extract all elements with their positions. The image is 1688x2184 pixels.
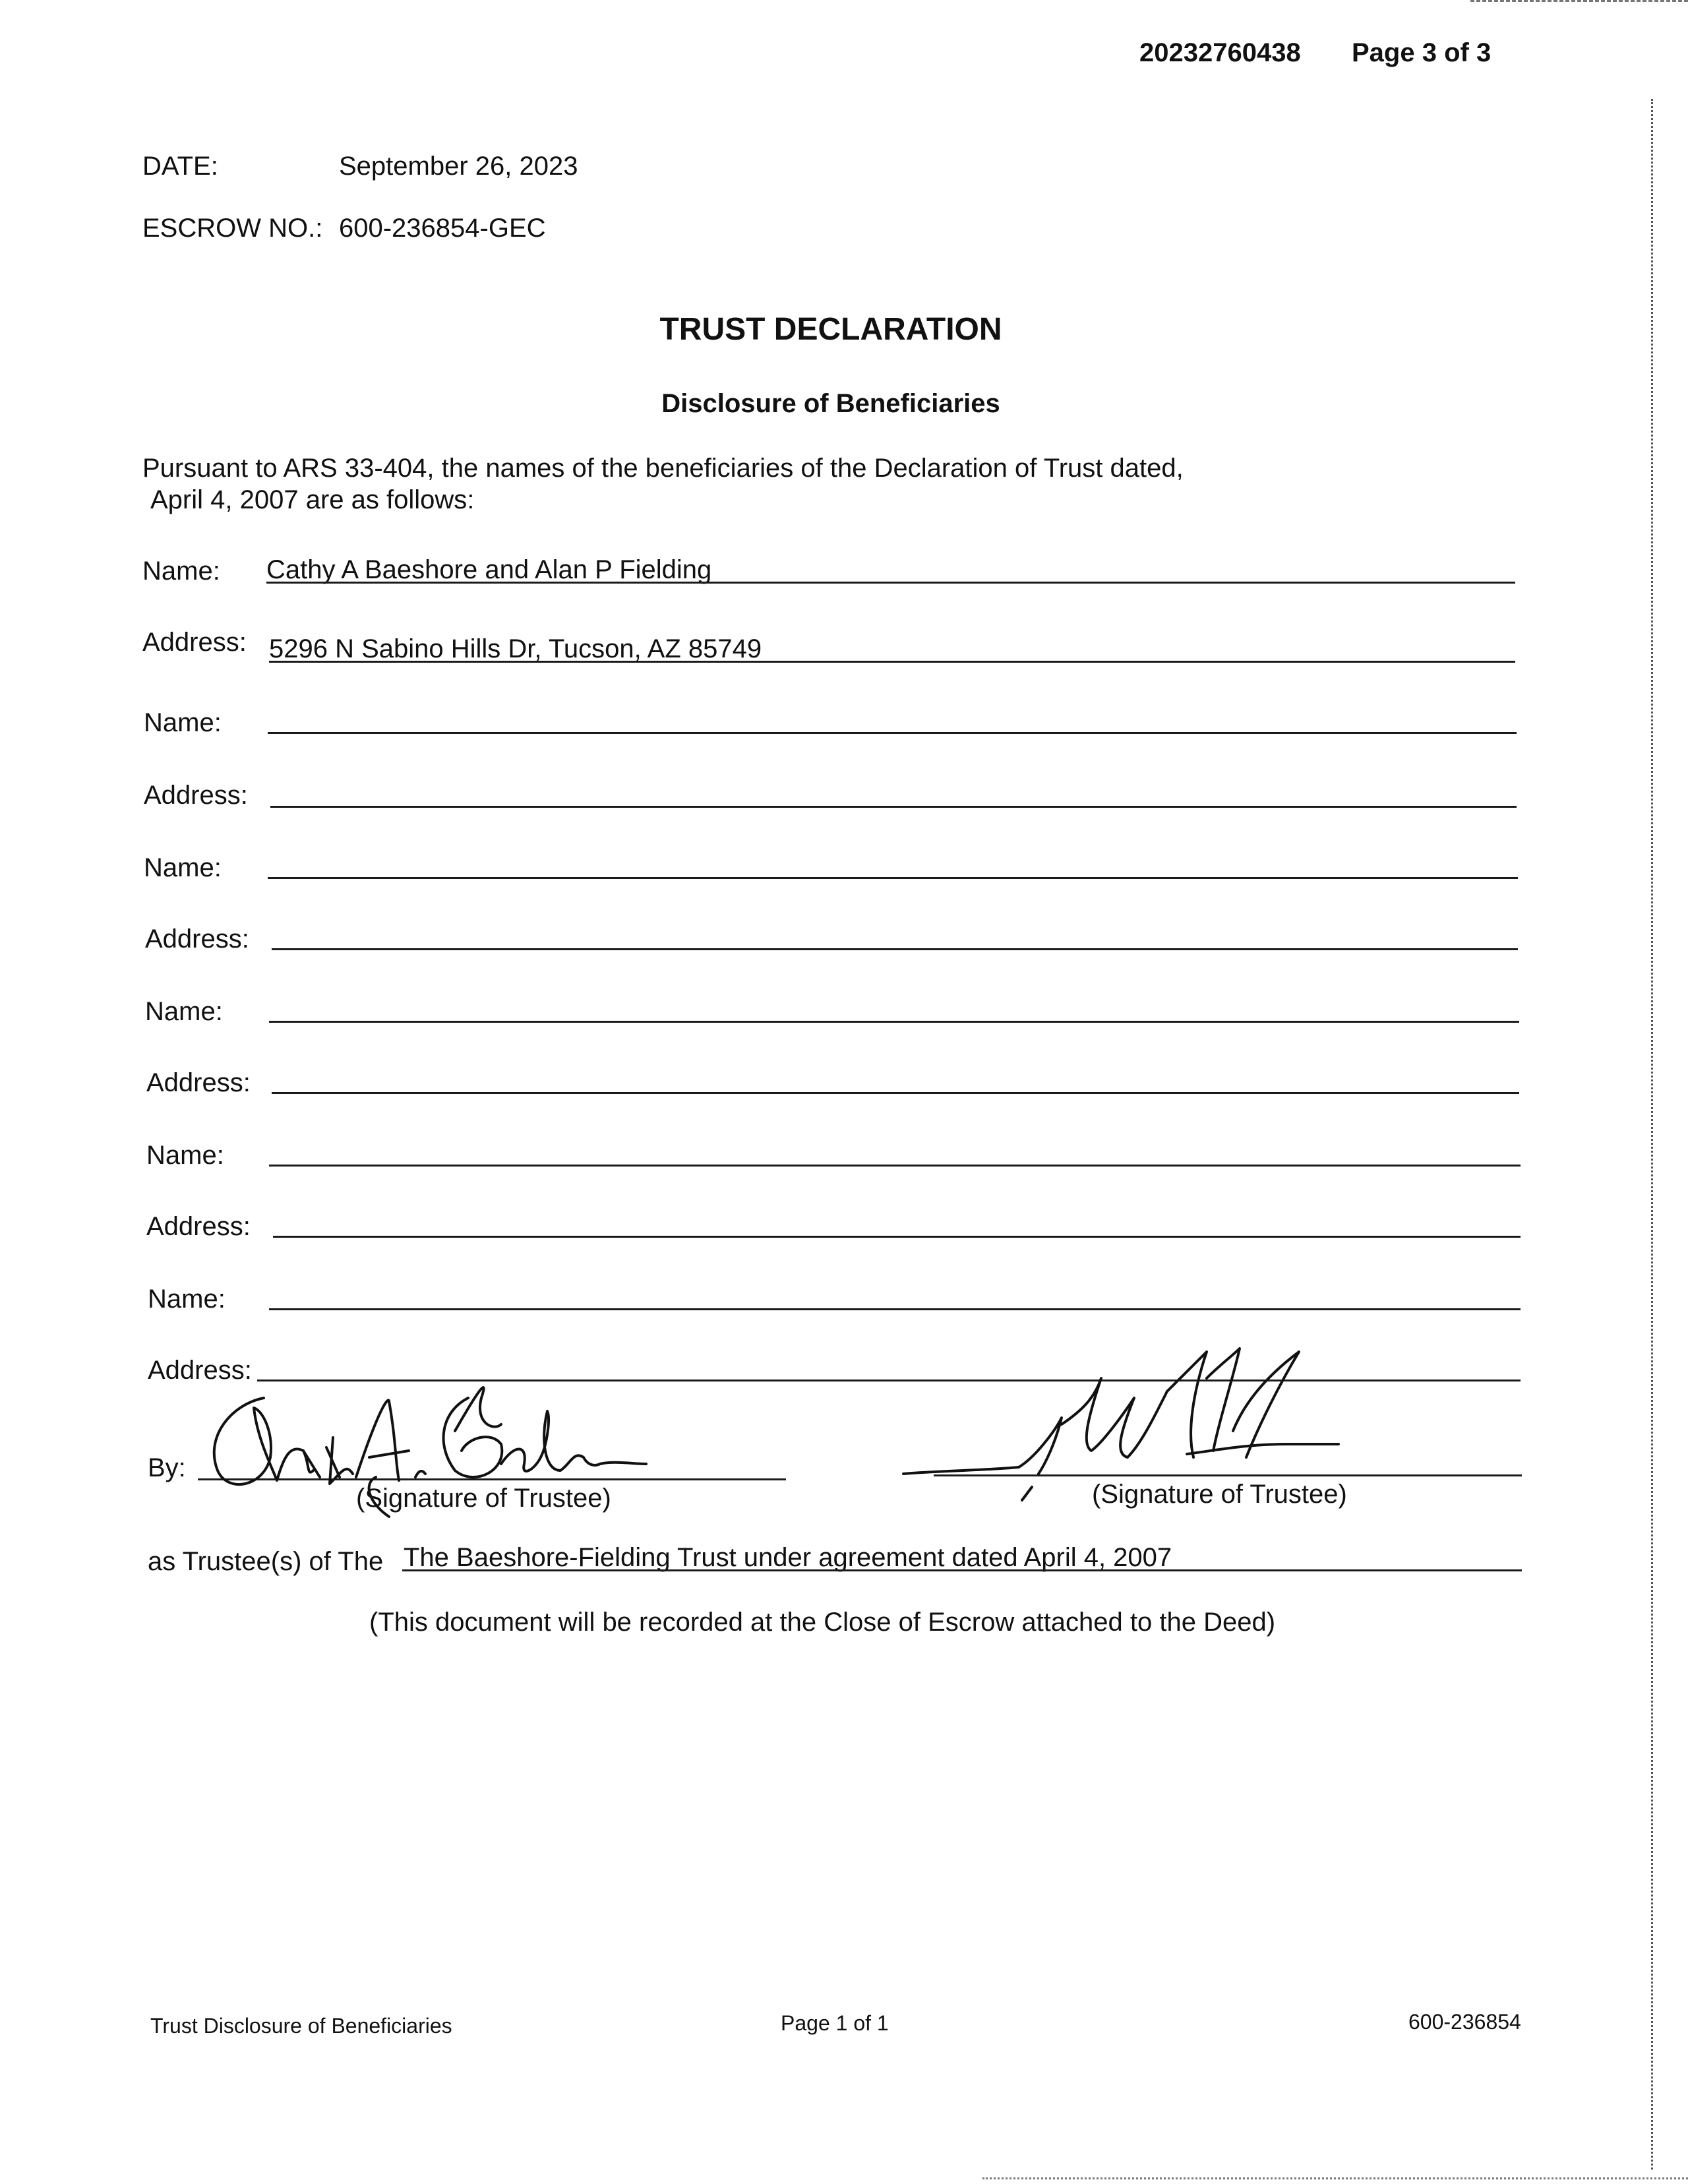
address-line: [272, 948, 1518, 950]
address-label: Address:: [146, 1212, 251, 1241]
name-label: Name:: [144, 708, 222, 737]
address-label: Address:: [148, 1356, 252, 1385]
name-line: [269, 1021, 1519, 1023]
scan-bottom-edge: [982, 2177, 1688, 2179]
address-line: [272, 1092, 1519, 1094]
page-indicator: Page 3 of 3: [1352, 38, 1492, 67]
footer-right: 600-236854: [1408, 2010, 1521, 2034]
intro-line-1: Pursuant to ARS 33-404, the names of the beneficiaries of the Declaration of Trust dated,: [142, 454, 1184, 483]
address-line: [270, 806, 1517, 808]
name-line: [268, 732, 1517, 734]
address-line: [269, 661, 1515, 663]
signature-caption-1: (Signature of Trustee): [356, 1484, 611, 1513]
footer-left: Trust Disclosure of Beneficiaries: [150, 2014, 452, 2038]
name-line: [269, 1308, 1521, 1310]
name-label: Name:: [146, 1141, 224, 1170]
name-label: Name:: [148, 1285, 226, 1314]
name-label: Name:: [145, 997, 223, 1026]
beneficiary-name: Cathy A Baeshore and Alan P Fielding: [266, 555, 712, 584]
name-label: Name:: [144, 853, 222, 882]
date-value: September 26, 2023: [339, 152, 578, 181]
name-line: [266, 582, 1515, 584]
name-label: Name:: [142, 557, 220, 586]
trust-name-line: [402, 1569, 1522, 1571]
address-line: [273, 1236, 1521, 1238]
address-label: Address:: [144, 781, 248, 810]
address-label: Address:: [145, 925, 249, 954]
recording-number: 20232760438: [1139, 38, 1301, 67]
date-label: DATE:: [142, 152, 218, 181]
intro-line-2: April 4, 2007 are as follows:: [150, 485, 475, 514]
recording-note: (This document will be recorded at the Close of Escrow attached to the Deed): [369, 1608, 1276, 1637]
document-title: TRUST DECLARATION: [659, 312, 1002, 347]
trust-name: The Baeshore-Fielding Trust under agreement dated April 4, 2007: [404, 1543, 1172, 1572]
document-subtitle: Disclosure of Beneficiaries: [661, 389, 1000, 418]
address-label: Address:: [142, 628, 247, 657]
beneficiary-address: 5296 N Sabino Hills Dr, Tucson, AZ 85749: [269, 634, 762, 663]
escrow-label: ESCROW NO.:: [142, 214, 323, 243]
signature-caption-2: (Signature of Trustee): [1092, 1480, 1347, 1509]
name-line: [269, 1165, 1521, 1167]
trustee-label: as Trustee(s) of The: [148, 1547, 384, 1576]
by-label: By:: [148, 1453, 186, 1482]
scan-top-edge: [1470, 0, 1688, 2]
name-line: [268, 877, 1518, 879]
address-label: Address:: [146, 1068, 251, 1097]
footer-center: Page 1 of 1: [781, 2011, 889, 2035]
escrow-value: 600-236854-GEC: [339, 214, 546, 243]
scan-edge-line: [1651, 99, 1653, 2169]
